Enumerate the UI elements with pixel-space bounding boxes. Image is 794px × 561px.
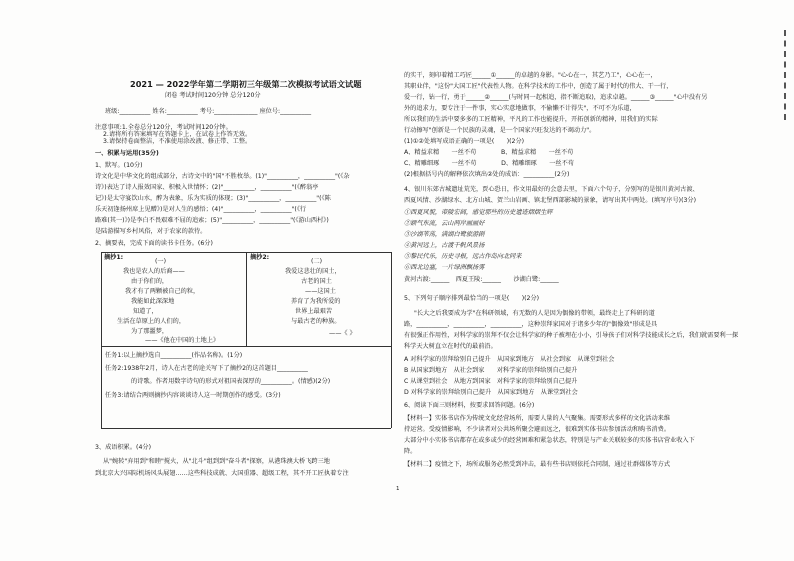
q1-line: 诗》)表达了诗人报效国家、积极入世情怀；(2)"__________，__________"(《醉翁亭: [95, 184, 319, 191]
scene-item: ①西夏风貌，帝陵宏阔，感觉那些的历史遗迹熠熠生辉: [404, 209, 553, 216]
excerpt-2-line: 世界上最艰苦: [295, 308, 333, 315]
material-1-line: 【材料一】实体书店作为传统文化经营场所，需要人量的人气聚集。需要形式多样的文化活动来维: [404, 415, 671, 422]
task-2-cont: 的诗歌。作者用数字诗句的形式对祖国表深厚的__________。(情感)(2分): [131, 378, 331, 385]
excerpt-1-source: ——《他在中国的土地上》: [145, 337, 220, 344]
q6-heading: 6、阅读下面三则材料，按要求回答问题。(6分): [404, 402, 535, 409]
q1-line: 乐天初逢扬州席上见赠》)是对人生的感悟；(4)"__________，__________"(《行: [95, 206, 307, 213]
table-middle-divider: [246, 252, 247, 346]
q3-heading: 3、成语积累。(4分): [95, 444, 152, 451]
scene-item: ⑤黎民代乐，历史寻根，远古作岛向北同来: [404, 253, 522, 260]
option-d: D 对科学家的崇拜给别自己提升 从国家到地方 从课堂到社会: [404, 389, 578, 396]
excerpt-1-line: 我也是农人的后裔——: [123, 268, 185, 275]
excerpt-1-label: 摘抄1:: [104, 254, 124, 261]
scene-item: ③沙湖苇荡，满湖白鹭旅游剧: [404, 231, 485, 238]
right-text-line: 行动擦写"创新是一个民族的灵魂，是一个国家兴旺发达的不竭动力"。: [404, 127, 596, 134]
right-text-line: 4、银川东郊古城遗址荒芜，贾心恐日，作文用最好的会意去里，下面六个句子，分别写的是银川黄河古渡、: [404, 186, 699, 193]
excerpt-2-line: 养育了为我所爱的: [291, 298, 341, 305]
excerpt-2-line: ——这国土: [305, 288, 336, 295]
q1-line: 记》)是太守宴饮山水，醉为表象，乐为实质的体现；(3)"__________，__________"(《陈: [95, 195, 331, 202]
page-number: 1: [396, 486, 400, 492]
right-option-line: A、精益求精 一丝不苟 B、精益求精 一丝不苟: [404, 149, 574, 156]
table-border-left: [101, 252, 102, 428]
right-text-line: 外的追求力，要专注于一件事，实心实意地做事，不偷懒不计得失"，不可不为乐道，: [404, 105, 636, 112]
notes-line-1: 注意事项:1.全卷总分120分，考试时间120分钟。: [95, 124, 232, 131]
q2-heading: 2、摘要表，完成下面的读书卡任务。(6分): [95, 240, 213, 247]
task-3: 任务3:请结合两则摘抄内容谈谈诗人这一时期创作的感受。(3分): [105, 392, 281, 399]
excerpt-1-line: 生活在草原上的人们的，: [117, 318, 186, 325]
right-text-line: 爱一行，钻一行，勇于______②______(与时同一起相追，指不断追取)，追求卓越。______③______"心中没有另: [404, 94, 708, 101]
q1-heading: 1、默写。(10分): [95, 162, 143, 169]
answer-line: 黄河古渡:______ 西夏王陵:______ 沙湖白鹭:______: [404, 276, 559, 283]
excerpt-2-label: 摘抄2:: [250, 254, 270, 261]
material-1-line: 降。: [404, 448, 417, 455]
excerpt-1-line: 由于你们的，: [131, 278, 169, 285]
excerpt-2-line: 古老的国土: [301, 278, 332, 285]
scene-item: ⑥西北边塞，一片绿洲飘扬雾: [404, 264, 485, 271]
excerpt-2-line: 与最古老的种族。: [291, 318, 341, 325]
q3-line: 到北京大兴国际机场风头展翅……这些科技成就、大国重器、超级工程，其不开工匠执着专注: [95, 470, 349, 477]
option-b: B 从国家到地方 从社会到家 对科学家的崇拜给别自己提升: [404, 367, 578, 374]
right-text-line: (1)①②处填写成语正确的一项是( )(2分): [404, 138, 525, 145]
material-1-line: 大部分中小实体书店都存在或多或少的经营困难和紧急状态，特别是与产业关联较多的实体书店营业收入下: [404, 437, 695, 444]
excerpt-2-line: 我爱这悲壮的国土，: [285, 268, 341, 275]
right-text-line: 路，__________，__________，__________，这种崇拜家国对于诸多少年的"偶像效"形成是具: [404, 321, 658, 328]
table-border-bottom: [101, 428, 391, 429]
exam-subtitle: 闭卷 考试时间120分钟 总分120分: [165, 92, 261, 99]
table-divider: [101, 346, 391, 347]
material-2-line: 【材料二】疫情之下，场所或服务必然受到冲击，最有些书店则依托合同制，通过社群媒体等方式: [404, 461, 671, 468]
right-text-line: 其职业伴，"这份"大国工匠"代表性人物。在科学技术的工作中，创造了属于时代的伟大、干一行，: [404, 83, 673, 90]
scene-item: ②额气东流，云山两岸画画好: [404, 220, 485, 227]
q5-heading: 5、下列句子顺序排列最恰当的一项是( )(2分): [404, 295, 540, 302]
excerpt-1-line: 为了那噩梦，: [131, 328, 169, 335]
material-1-line: 持运营。受疫情影响，不少读者对公共场所聚会避而远之，很难到实体书店参加活动和购书消费。: [404, 426, 671, 433]
excerpt-2-source: ——《 》: [329, 330, 356, 337]
right-option-line: C、精雕细琢 一丝不苟 D、精雕细琢 一丝不苟: [404, 160, 574, 167]
student-info-line: 班级:__________ 姓名:__________ 考号:______________ 座位号:__________: [105, 108, 312, 115]
scan-edge-mark: [780, 30, 786, 120]
q3-line: 从"婉转"弃用到"和睦"搅火，从"北斗"组到到"奋斗者"探察，从港珠澳大桥飞跨三地: [103, 458, 330, 465]
scene-item: ④黄河远上，古渡千帆风景扬: [404, 242, 485, 249]
task-1: 任务1:以上摘抄选自__________(作品名称)。(1分): [105, 352, 243, 359]
excerpt-1-line: 知道了，: [133, 308, 158, 315]
right-text-line: 科学天大树直立在时代的最前沿。: [404, 343, 497, 350]
excerpt-1-line: 我才有了两颗被自己的粒，: [125, 288, 200, 295]
excerpt-1-line: 我能如此深深地: [131, 298, 175, 305]
option-a: A 对科学家的崇拜给别自己提升 从国家到地方 从社会到家 从课堂到社会: [404, 356, 615, 363]
excerpt-2-number: (二): [311, 258, 323, 265]
section-1-heading: 一、积累与运用(35分): [95, 150, 159, 157]
notes-line-2: 2.请将所有答案填写在答题卡上，在试卷上作答无效。: [103, 131, 252, 138]
q1-line: 路难(其一)》)是李白不畏艰难不屈的追索；(5)"__________，__________"(《游山西村》): [95, 217, 329, 224]
exam-title: 2021 — 2022学年第二学期初三年级第二次模拟考试语文试题: [130, 79, 362, 89]
excerpt-1-number: (一): [155, 258, 167, 265]
right-text-line: 所以我们的生活中要多多的工匠精神，平凡的工作也能提升，开拓创新的精神，用我们的实际: [404, 116, 658, 123]
right-text-line: 有很强正作用性，对科学家的崇拜不仅会让科学家的种子被埋在小小，引导孩子们对科学技能成长之后，我们就需要利一探: [404, 332, 739, 339]
task-2: 任务2:1938年2月，诗人在古老的途关写下了摘抄2的这首题目__________: [105, 365, 308, 372]
option-c: C 从课堂到社会 从地方到国家 对科学家的崇拜给别自己提升: [404, 378, 578, 385]
right-text-line: (2)根据括号内的解释依次填出②处的成语：__________(2分): [404, 171, 570, 178]
right-text-line: "长大之后我要成为学"在科研领域，有无数的人是因为偶像的带领，最终走上了科研的道: [414, 310, 655, 317]
q1-line: 诗文化是中华文化的组成部分，古诗文中的"国"不胜枚举。(1)"__________，__________"(《杂: [95, 173, 350, 180]
right-text-line: 的实干，刻印着精工巧匠______①______的卓越的身影。"心心在一，其艺乃工"，心心在一，: [404, 72, 657, 79]
q1-line: 是陆游描写乡村风俗，对于农家的款待。: [95, 228, 207, 235]
notes-line-3: 3.请保持卷面整洁，不准使用涂改液、修正带、工整。: [103, 138, 252, 145]
right-text-line: 西夏风情、沙湖绿水、北方山城、贺兰山岩画、镇北堡西部影城的景象，请写出其中两处。(填写序号)(3分): [404, 197, 697, 204]
table-border-right: [391, 252, 392, 428]
